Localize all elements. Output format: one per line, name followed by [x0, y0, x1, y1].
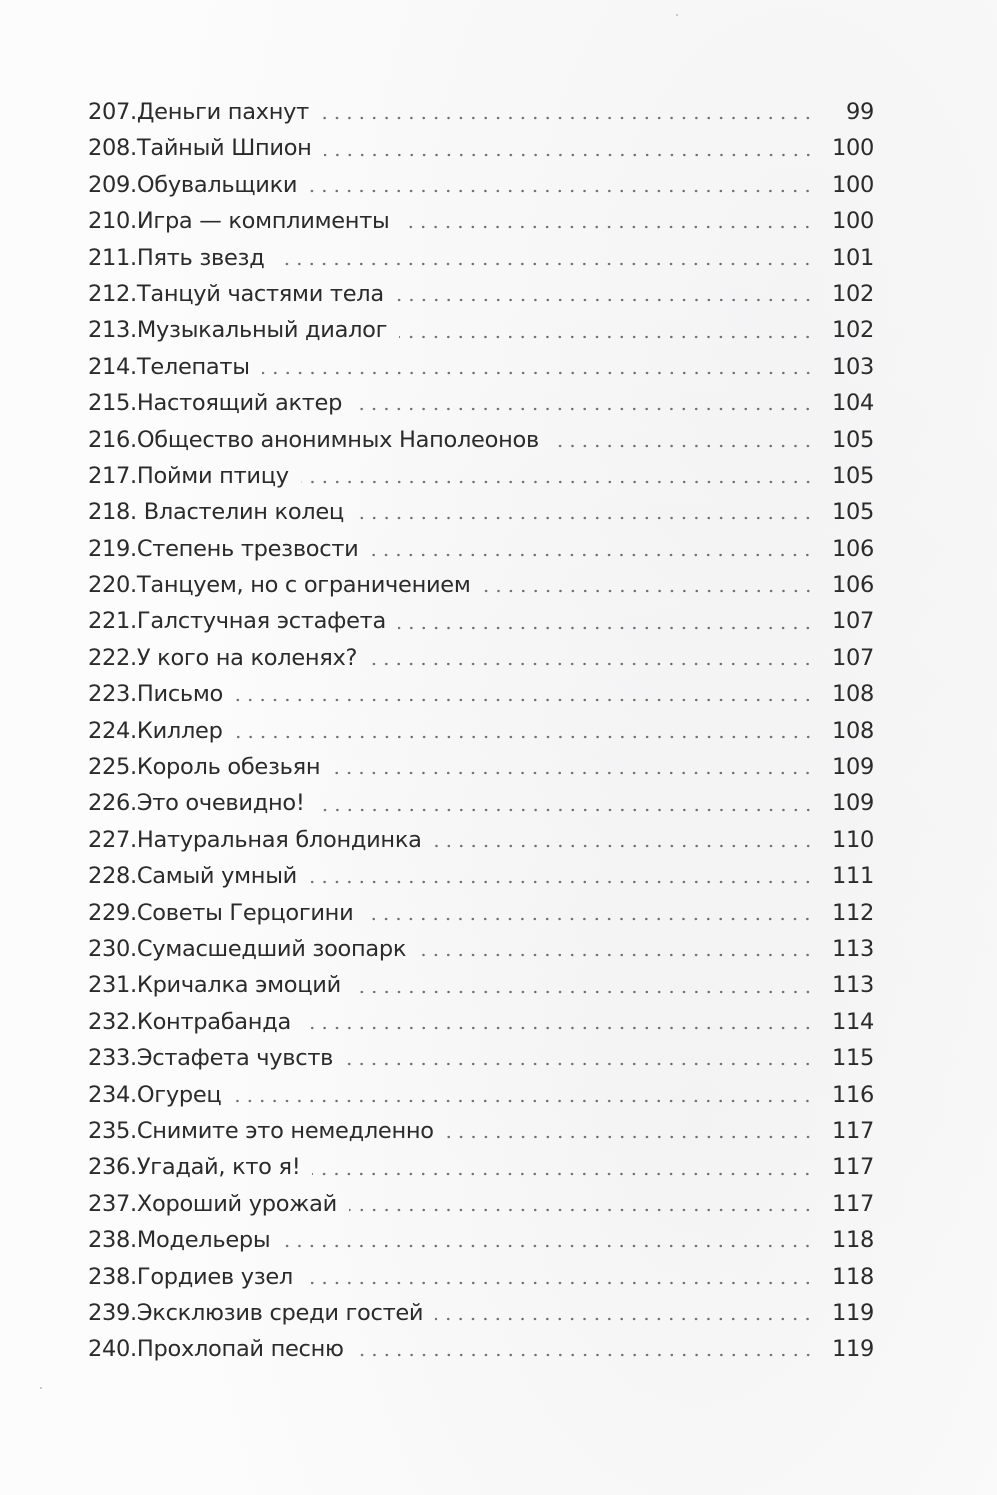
toc-entry[interactable]: [88, 785, 874, 821]
toc-entry-title: 238.Гордиев узел: [88, 1263, 294, 1290]
toc-entry-title: 208.Тайный Шпион: [88, 135, 312, 162]
toc-entry-title: 231.Кричалка эмоций: [88, 972, 341, 999]
toc-entry-page-number: 117: [831, 1117, 874, 1144]
toc-entry[interactable]: [88, 130, 874, 166]
toc-entry-page-number: 109: [831, 754, 874, 781]
toc-entry[interactable]: [88, 858, 874, 894]
toc-entry-page-number: 113: [831, 935, 874, 962]
toc-entry-page-number: 117: [831, 1154, 874, 1181]
toc-entry-page-number: 117: [831, 1190, 874, 1217]
dot-leader: [349, 1208, 814, 1212]
toc-entry[interactable]: [88, 1331, 874, 1367]
dot-leader: [396, 298, 814, 302]
toc-entry-page-number: 113: [831, 972, 874, 999]
toc-entry[interactable]: [88, 676, 874, 712]
toc-entry-title: 212.Танцуй частями тела: [88, 280, 384, 307]
toc-entry[interactable]: [88, 276, 874, 312]
toc-entry-title: 216.Общество анонимных Наполеонов: [88, 426, 539, 453]
toc-entry-title: 214.Телепаты: [88, 353, 250, 380]
dot-leader: [365, 917, 814, 921]
toc-entry-title: 235.Снимите это немедленно: [88, 1117, 434, 1144]
dot-leader: [435, 1317, 814, 1321]
toc-entry-page-number: 119: [831, 1299, 874, 1326]
toc-entry-page-number: 105: [831, 462, 874, 489]
toc-entry-title: 233.Эстафета чувств: [88, 1045, 334, 1072]
toc-entry-title: 217.Пойми птицу: [88, 462, 289, 489]
toc-entry-title: 218. Властелин колец: [88, 499, 344, 526]
dot-leader: [356, 516, 814, 520]
scan-speck: [40, 1387, 42, 1389]
toc-entry-page-number: 103: [831, 353, 874, 380]
toc-entry[interactable]: [88, 1040, 874, 1076]
toc-entry[interactable]: [88, 531, 874, 567]
toc-entry-title: 229.Советы Герцогини: [88, 899, 354, 926]
dot-leader: [483, 589, 814, 593]
toc-entry[interactable]: [88, 931, 874, 967]
dot-leader: [398, 626, 814, 630]
toc-entry-title: 223.Письмо: [88, 681, 224, 708]
toc-entry-page-number: 106: [831, 535, 874, 562]
dot-leader: [354, 407, 814, 411]
dot-leader: [370, 553, 814, 557]
toc-entry-page-number: 99: [845, 99, 874, 125]
toc-entry[interactable]: [88, 494, 874, 530]
table-of-contents: [88, 94, 874, 1368]
scan-speck: [676, 14, 678, 16]
dot-leader: [303, 1026, 814, 1030]
toc-entry-title: 224.Киллер: [88, 717, 223, 744]
toc-entry-title: 207.Деньги пахнут: [88, 99, 309, 125]
toc-entry-title: 240.Прохлопай песню: [88, 1336, 344, 1363]
toc-entry-title: 234.Огурец: [88, 1081, 222, 1108]
toc-entry[interactable]: [88, 1186, 874, 1222]
toc-entry[interactable]: [88, 94, 874, 130]
toc-entry[interactable]: [88, 822, 874, 858]
toc-entry-title: 210.Игра — комплименты: [88, 208, 390, 235]
toc-entry-page-number: 114: [831, 1008, 874, 1035]
toc-entry-page-number: 112: [831, 899, 874, 926]
toc-entry-title: 230.Сумасшедший зоопарк: [88, 935, 407, 962]
toc-entry-page-number: 105: [831, 499, 874, 526]
dot-leader: [235, 735, 814, 739]
toc-entry-title: 213.Музыкальный диалог: [88, 317, 388, 344]
toc-entry[interactable]: [88, 1259, 874, 1295]
dot-leader: [418, 953, 814, 957]
toc-entry-page-number: 102: [831, 317, 874, 344]
toc-entry[interactable]: [88, 1077, 874, 1113]
toc-entry[interactable]: [88, 1004, 874, 1040]
dot-leader: [309, 880, 814, 884]
toc-entry-title: 237.Хороший урожай: [88, 1190, 337, 1217]
toc-entry[interactable]: [88, 240, 874, 276]
toc-entry[interactable]: [88, 567, 874, 603]
toc-entry-page-number: 119: [831, 1336, 874, 1363]
toc-entry-page-number: 106: [831, 572, 874, 599]
dot-leader: [434, 844, 814, 848]
dot-leader: [332, 771, 814, 775]
toc-entry-title: 238.Модельеры: [88, 1227, 271, 1254]
toc-entry-page-number: 107: [831, 608, 874, 635]
toc-entry-title: 239.Эксклюзив среди гостей: [88, 1299, 424, 1326]
dot-leader: [301, 480, 814, 484]
toc-entry[interactable]: [88, 967, 874, 1003]
toc-entry-page-number: 108: [831, 717, 874, 744]
toc-entry-page-number: 104: [831, 390, 874, 417]
dot-leader: [233, 1099, 814, 1103]
toc-entry[interactable]: [88, 349, 874, 385]
dot-leader: [276, 262, 814, 266]
toc-entry-page-number: 116: [831, 1081, 874, 1108]
dot-leader: [551, 444, 814, 448]
toc-entry-page-number: 108: [831, 681, 874, 708]
dot-leader: [401, 225, 814, 229]
toc-entry-page-number: 109: [831, 790, 874, 817]
toc-entry-title: 215.Настоящий актер: [88, 390, 343, 417]
toc-entry-title: 221.Галстучная эстафета: [88, 608, 386, 635]
toc-entry[interactable]: [88, 458, 874, 494]
toc-entry-page-number: 101: [831, 244, 874, 271]
dot-leader: [345, 1062, 814, 1066]
toc-entry[interactable]: [88, 203, 874, 239]
toc-entry-page-number: 118: [831, 1227, 874, 1254]
toc-entry[interactable]: [88, 167, 874, 203]
dot-leader: [309, 189, 814, 193]
dot-leader: [305, 1281, 814, 1285]
toc-entry[interactable]: [88, 1222, 874, 1258]
toc-entry-page-number: 111: [831, 863, 874, 890]
dot-leader: [262, 371, 814, 375]
toc-entry-title: 222.У кого на коленях?: [88, 644, 358, 671]
toc-entry[interactable]: [88, 640, 874, 676]
dot-leader: [446, 1135, 814, 1139]
dot-leader: [235, 698, 814, 702]
dot-leader: [353, 990, 814, 994]
toc-entry-title: 220.Танцуем, но с ограничением: [88, 572, 471, 599]
toc-entry-page-number: 118: [831, 1263, 874, 1290]
toc-entry[interactable]: [88, 385, 874, 421]
toc-entry-page-number: 100: [831, 208, 874, 235]
dot-leader: [317, 808, 814, 812]
toc-entry[interactable]: [88, 713, 874, 749]
toc-entry[interactable]: [88, 1149, 874, 1185]
dot-leader: [321, 116, 814, 120]
dot-leader: [324, 153, 814, 157]
dot-leader: [399, 335, 814, 339]
toc-entry-page-number: 110: [831, 826, 874, 853]
toc-entry-title: 209.Обувальщики: [88, 171, 298, 198]
toc-entry-page-number: 100: [831, 171, 874, 198]
dot-leader: [282, 1244, 814, 1248]
toc-entry-title: 228.Самый умный: [88, 863, 297, 890]
toc-entry-title: 232.Контрабанда: [88, 1008, 291, 1035]
toc-entry-page-number: 100: [831, 135, 874, 162]
dot-leader: [312, 1172, 814, 1176]
toc-entry-page-number: 107: [831, 644, 874, 671]
toc-entry[interactable]: [88, 422, 874, 458]
toc-entry-page-number: 115: [831, 1045, 874, 1072]
toc-entry-title: 236.Угадай, кто я!: [88, 1154, 301, 1181]
toc-entry-title: 225.Король обезьян: [88, 754, 321, 781]
dot-leader: [369, 662, 814, 666]
toc-entry-page-number: 102: [831, 280, 874, 307]
toc-entry[interactable]: [88, 1295, 874, 1331]
dot-leader: [356, 1353, 814, 1357]
toc-entry-title: 227.Натуральная блондинка: [88, 826, 422, 853]
toc-entry[interactable]: [88, 1113, 874, 1149]
toc-entry[interactable]: [88, 312, 874, 348]
toc-entry-page-number: 105: [831, 426, 874, 453]
toc-entry[interactable]: [88, 895, 874, 931]
toc-entry-title: 219.Степень трезвости: [88, 535, 359, 562]
toc-entry[interactable]: [88, 749, 874, 785]
toc-entry-title: 226.Это очевидно!: [88, 790, 305, 817]
toc-entry-title: 211.Пять звезд: [88, 244, 265, 271]
toc-entry[interactable]: [88, 603, 874, 639]
